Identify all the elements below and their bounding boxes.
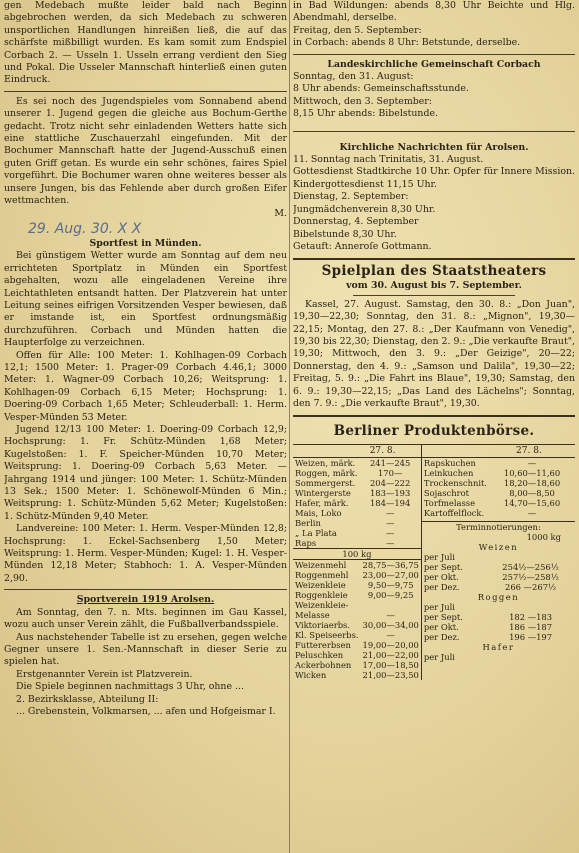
notice-text: Dienstag, 2. September:: [293, 191, 409, 203]
commodity-name: per Juli: [423, 602, 455, 613]
commodity-name: Weizenkleie-: [295, 600, 349, 611]
commodity-name: Mais, Loko: [295, 508, 342, 519]
price-value: —: [385, 508, 395, 519]
price-value: 8,00—8,50: [509, 488, 555, 499]
market-row: [293, 640, 421, 650]
price-value: 30,00—34,00: [362, 620, 419, 631]
notice-text: 11. Sonntag nach Trinitatis, 31. August.: [293, 154, 484, 166]
market-row: [422, 552, 575, 562]
hafer-label: Hafer: [482, 642, 515, 653]
article-heading: Sportverein 1919 Arolsen.: [76, 594, 215, 606]
handwritten-date-note: 29. Aug. 30. X X: [28, 220, 142, 237]
commodity-name: „ La Plata: [295, 528, 337, 539]
market-row: [422, 498, 575, 508]
article-text: Bei günstigem Wetter wurde am Sonntag auf dem neu errichteten Sportplatz in Münden ein Sportfest abgehalten, wozu alle eingeladenen Vereine ihre Leichtathleten entsandt hatten. Der Platzverein hat unter Leitung seines eifrigen Vorsitzenden Vesper bewiesen, daß er imstande ist, ein Sportfest ordnungsmäßig durchzuführen. Corbach und Münden hatten die Haupterfolge zu verzeichnen.: [4, 250, 287, 349]
market-row: [293, 458, 421, 468]
market-row: [422, 602, 575, 612]
price-value: 182 —183: [509, 612, 553, 623]
price-value: [486, 602, 575, 612]
right-column: [293, 0, 575, 853]
market-row: [422, 632, 575, 642]
commodity-name: Trockenschnit.: [423, 478, 488, 489]
commodity-name: Torfmelasse: [423, 498, 476, 509]
commodity-name: Roggen, märk.: [295, 468, 358, 479]
market-row: [293, 600, 421, 610]
price-value: 10,60—11,60: [503, 468, 561, 479]
commodity-name: Raps: [295, 538, 317, 549]
commodity-name: per Juli: [423, 552, 455, 563]
notice-text: Mittwoch, den 3. September:: [293, 95, 432, 107]
article-text: Am Sonntag, den 7. n. Mts. beginnen im Gau Kassel, wozu auch unser Verein zählt, die Fußballverbandsspiele.: [4, 606, 287, 631]
commodity-name: Wicken: [295, 670, 327, 681]
market-row: [422, 562, 575, 572]
market-row: [422, 622, 575, 632]
price-value: 23,00—27,00: [362, 570, 419, 581]
price-value: 21,00—23,50: [362, 670, 419, 681]
commodity-name: Kartoffelflock.: [423, 508, 485, 519]
notice-text: Bibelstunde 8,30 Uhr.: [293, 228, 397, 240]
price-value: 14,70—15,60: [503, 498, 561, 509]
market-row: [293, 468, 421, 478]
market-row: [293, 508, 421, 518]
commodity-name: Weizen, märk.: [295, 458, 356, 469]
market-row: [293, 650, 421, 660]
price-value: 204—222: [369, 478, 411, 489]
price-value: 17,00—18,50: [362, 660, 419, 671]
commodity-name: Hafer, märk.: [295, 498, 349, 509]
futures-heading: Terminnotierungen:: [456, 522, 541, 533]
price-value: —: [386, 610, 395, 621]
market-table: [293, 444, 575, 680]
signature: M.: [274, 207, 287, 219]
price-value: 184—194: [369, 498, 411, 509]
market-row: [422, 508, 575, 518]
commodity-name: per Sept.: [423, 562, 463, 573]
market-row: [293, 670, 421, 680]
date-header: 27. 8.: [344, 445, 421, 458]
weizen-label: Weizen: [478, 542, 519, 553]
unit-label: 1000 kg: [526, 532, 561, 543]
divider: [4, 589, 287, 590]
market-row: [422, 478, 575, 488]
price-value: 254½—256½: [502, 562, 559, 573]
article-text: Jugend 12/13 100 Meter: 1. Doering-09 Corbach 12,9; Hochsprung: 1. Fr. Schütz-Münden 1,68 Meter; Kugelstoßen: 1. F. Speicher-Münden 10,70 Meter; Weitsprung: 1. Doering-09 Corbach 5,63 Meter. — Jahrgang 1914 und jünger: 100 Meter: 1. Schütz-Münden 13 Sek.; 1500 Meter: 1. Schönewolf-Münden 6 Min.; Weitsprung: 1. Schütz-Münden 5,62 Meter; Kugelstoßen: 1. Schütz-Münden 9,40 Meter.: [4, 424, 287, 522]
commodity-name: Weizenmehl: [295, 560, 347, 571]
market-row: [422, 582, 575, 592]
commodity-name: per Dez.: [423, 582, 460, 593]
market-row: [422, 572, 575, 582]
commodity-name: Kl. Speiseerbs.: [295, 630, 359, 641]
price-value: —: [385, 518, 395, 529]
theater-heading: Spielplan des Staatstheaters: [321, 263, 547, 280]
commodity-name: per Okt.: [423, 572, 459, 583]
commodity-name: Weizenkleie: [295, 580, 346, 591]
commodity-name: per Dez.: [423, 632, 460, 643]
market-row: [293, 570, 421, 580]
commodity-name: Leinkuchen: [423, 468, 474, 479]
market-heading: Berliner Produktenbörse.: [333, 423, 535, 440]
price-value: [486, 652, 575, 662]
article-text: Erstgenannter Verein ist Platzverein.: [16, 668, 193, 680]
commodity-name: Rapskuchen: [423, 458, 476, 469]
article-text: gen Medebach mußte leider bald nach Beginn abgebrochen werden, da sich Medebach zu schweren unsportlichen Handlungen hinreißen ließ, die auf das schärfste mißbilligt wurden. Es kam somit zum Endspiel Corbach 2. — Usseln 1. Usseln errang verdient den Sieg und Pokal. Die Usseler Mannschaft hinterließ einen guten Eindruck.: [4, 0, 287, 86]
notice-text: Gottesdienst Stadtkirche 10 Uhr. Opfer für Innere Mission. Kindergottesdienst 11,15 Uhr.: [293, 166, 575, 190]
price-value: —: [386, 630, 395, 641]
roggen-label: Roggen: [477, 592, 520, 603]
commodity-name: Futtererbsen: [295, 640, 351, 651]
date-header: 27. 8.: [483, 445, 575, 458]
price-value: 18,20—18,60: [503, 478, 561, 489]
price-value: 257½—258½: [502, 572, 559, 583]
article-text: Die Spiele beginnen nachmittags 3 Uhr, ohne ...: [16, 681, 244, 693]
theater-subheading: vom 30. August bis 7. September.: [346, 280, 522, 292]
divider: [293, 258, 575, 260]
price-value: 186 —187: [509, 622, 553, 633]
price-value: 170—: [377, 468, 403, 479]
market-row: [293, 610, 421, 620]
notice-text: Donnerstag, 4. September: [293, 216, 419, 228]
notice-heading: Kirchliche Nachrichten für Arolsen.: [339, 141, 529, 153]
commodity-name: Sojaschrot: [423, 488, 470, 499]
notice-text: in Corbach: abends 8 Uhr: Betstunde, derselbe.: [293, 37, 521, 49]
price-value: 241—245: [369, 458, 411, 469]
divider: [293, 54, 575, 55]
price-value: —: [527, 508, 537, 519]
price-value: 183—193: [369, 488, 411, 499]
market-row: [293, 538, 421, 548]
article-text: Offen für Alle: 100 Meter: 1. Kohlhagen-09 Corbach 12,1; 1500 Meter: 1. Prager-09 Corbach 4.46,1; 3000 Meter: 1. Wagner-09 Corbach 10,26; Weitsprung: 1. Kohlhagen-09 Corbach 6,15 Meter; Hochsprung: 1. Doering-09 Corbach 1,65 Meter; Schleuderball: 1. Herm. Vesper-Münden 53 Meter.: [4, 349, 287, 423]
price-value: —: [527, 458, 537, 469]
price-value: 196 —197: [509, 632, 553, 643]
theater-schedule: Kassel, 27. August. Samstag, den 30. 8.: „Don Juan", 19,30—22,30; Sonntag, den 31. 8.: „Mignon", 19,30—22,15; Montag, den 27. 8.: „Der Kaufmann von Venedig", 19,30 bis 22,30; Dienstag, den 2. 9.: „Die verkaufte Braut", 19,30; Mittwoch, den 3. 9.: „Der Geizige", 20—22; Donnerstag, den 4. 9.: „Samson und Dalila", 19,30—22; Freitag, 5. 9.: „Die Fahrt ins Blaue", 19,30; Samstag, den 6. 9.: 19,30—22,15; „Das Land des Lächelns"; Sonntag, den 7. 9.: „Die verkaufte Braut", 19,30.: [293, 298, 575, 409]
market-row: [293, 528, 421, 538]
divider: [293, 131, 575, 132]
commodity-name: per Juli: [423, 652, 455, 663]
market-row: [293, 498, 421, 508]
notice-text: 8 Uhr abends: Gemeinschaftsstunde.: [293, 83, 469, 95]
market-row: [293, 560, 421, 570]
commodity-name: Wintergerste: [295, 488, 351, 499]
commodity-name: Roggenkleie: [295, 590, 348, 601]
market-row: [293, 478, 421, 488]
market-row: [293, 630, 421, 640]
price-value: 21,00—22,00: [362, 650, 419, 661]
market-row: [293, 620, 421, 630]
market-row: [422, 458, 575, 468]
market-row: [293, 660, 421, 670]
price-value: [361, 600, 421, 610]
market-row: [422, 652, 575, 662]
price-value: 28,75—36,75: [362, 560, 419, 571]
price-value: [486, 552, 575, 562]
article-text: Aus nachstehender Tabelle ist zu ersehen, gegen welche Gegner unsere 1. Sen.-Mannschaft in dieser Serie zu spielen hat.: [4, 631, 287, 668]
commodity-name: Peluschken: [295, 650, 344, 661]
article-text: Es sei noch des Jugendspieles vom Sonnabend abend unserer 1. Jugend gegen die gleiche aus Bochum-Gerthe gedacht. Trotz nicht sehr einladenden Wetters hatte sich eine stattliche Zuschauerzahl eingefunden. Mit der Bochumer Mannschaft hatte der Jugend-Ausschuß einen guten Griff getan. Es wurde ein sehr schönes, faires Spiel vorgeführt. Die Bochumer waren ohne weiteres besser als unsere Jungen, bis das Fehlende aber durch großen Eifer wettmachten.: [4, 95, 287, 207]
market-row: [293, 580, 421, 590]
commodity-name: Roggenmehl: [295, 570, 349, 581]
commodity-name: Sommergerst.: [295, 478, 356, 489]
left-column: [4, 0, 287, 853]
column-divider: [289, 0, 290, 853]
price-value: 9,00—9,25: [367, 590, 414, 601]
price-value: 9,50—9,75: [367, 580, 414, 591]
market-row: [293, 488, 421, 498]
article-text: Landvereine: 100 Meter: 1. Herm. Vesper-Münden 12,8; Hochsprung: 1. Eckel-Sachsenberg 1,50 Meter; Weitsprung: 1. Herm. Vesper-Münden; Kugel: 1. H. Vesper-Münden 12,18 Meter; Stabhoch: 1. A. Vesper-Münden 2,90.: [4, 523, 287, 584]
price-value: —: [385, 528, 395, 539]
notice-text: in Bad Wildungen: abends 8,30 Uhr Beichte und Hlg. Abendmahl, derselbe.: [293, 0, 575, 24]
divider: [293, 415, 575, 417]
market-row: [293, 590, 421, 600]
market-row: [422, 488, 575, 498]
notice-text: 8,15 Uhr abends: Bibelstunde.: [293, 108, 439, 120]
market-row: [293, 518, 421, 528]
commodity-name: Viktoriaerbs.: [295, 620, 351, 631]
notice-text: Getauft: Anneroſe Gottmann.: [293, 240, 432, 252]
article-heading: Sportfest in Münden.: [89, 237, 202, 249]
notice-heading: Landeskirchliche Gemeinschaft Corbach: [327, 58, 541, 70]
commodity-name: Melasse: [295, 610, 330, 621]
divider: [4, 91, 287, 92]
divider: [353, 295, 515, 296]
commodity-name: per Sept.: [423, 612, 463, 623]
commodity-name: per Okt.: [423, 622, 459, 633]
price-value: —: [385, 538, 395, 549]
notice-text: Freitag, den 5. September:: [293, 24, 422, 36]
article-text: ... Grebenstein, Volkmarsen, ... afen und Hofgeismar I.: [16, 705, 276, 717]
commodity-name: Berlin: [295, 518, 321, 529]
market-row: [422, 468, 575, 478]
commodity-name: Ackerbohnen: [295, 660, 352, 671]
price-value: 19,00—20,00: [362, 640, 419, 651]
notice-text: Sonntag, den 31. August:: [293, 71, 414, 83]
market-row: [422, 612, 575, 622]
notice-text: Jungmädchenverein 8,30 Uhr.: [293, 203, 436, 215]
unit-label: 100 kg: [293, 548, 421, 560]
article-text: 2. Bezirksklasse, Abteilung II:: [16, 693, 159, 705]
price-value: 266 —267½: [505, 582, 557, 593]
